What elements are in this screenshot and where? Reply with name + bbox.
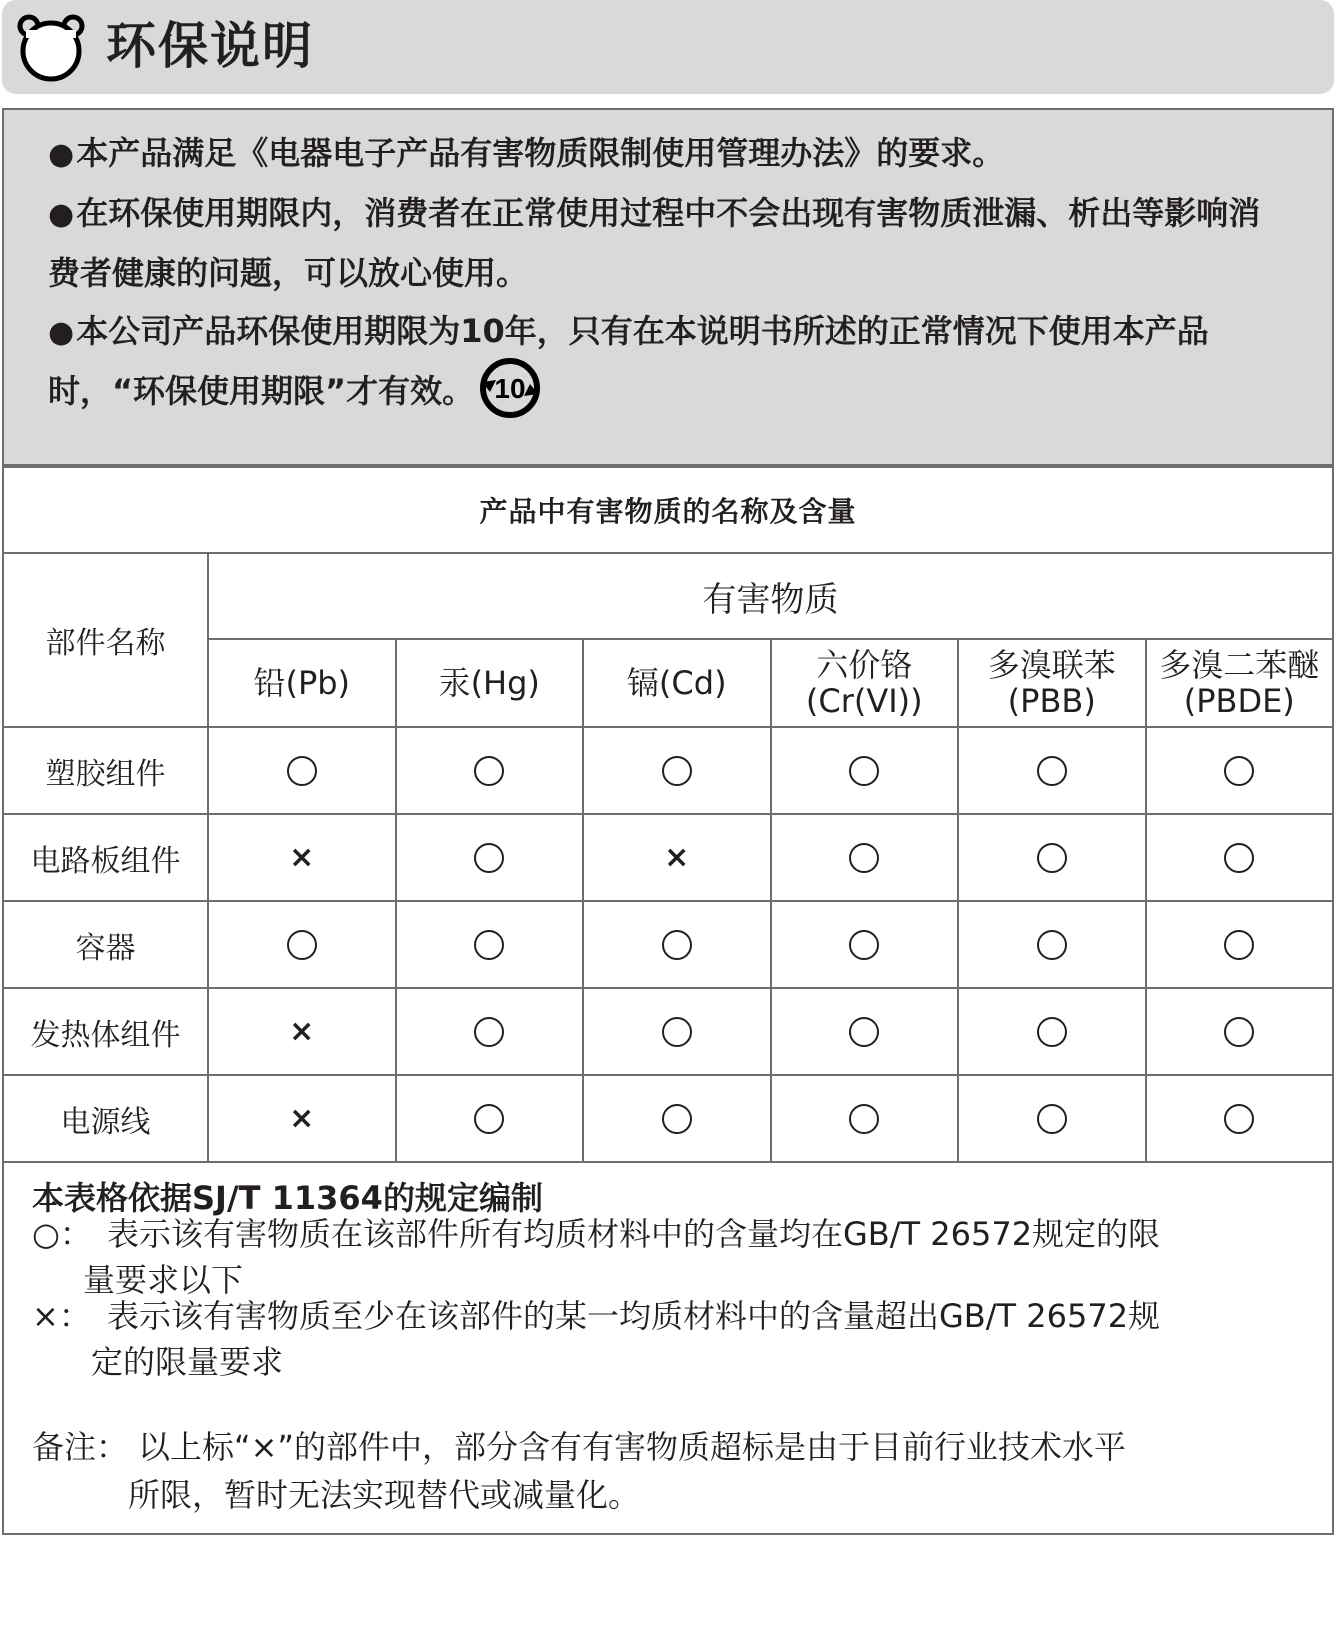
cross-symbol: ×： xyxy=(32,1297,91,1335)
table-cell xyxy=(396,814,584,901)
column-header-hg: 汞(Hg) xyxy=(396,639,584,727)
column-header-pb: 铅(Pb) xyxy=(208,639,396,727)
table-cell xyxy=(958,727,1146,814)
column-header-cd: 镉(Cd) xyxy=(583,639,771,727)
table-cell xyxy=(396,901,584,988)
table-cell xyxy=(1146,901,1334,988)
compliant-circle-mark xyxy=(474,1017,504,1047)
svg-text:10: 10 xyxy=(494,373,526,404)
notes-box xyxy=(2,1159,1334,1535)
bear-face-icon xyxy=(16,12,86,82)
part-name: 塑胶组件 xyxy=(3,727,208,814)
part-name: 发热体组件 xyxy=(3,988,208,1075)
compliant-circle-mark xyxy=(1037,756,1067,786)
compliant-circle-mark xyxy=(474,930,504,960)
compliant-circle-mark xyxy=(849,930,879,960)
table-cell xyxy=(958,814,1146,901)
circle-legend-text: 表示该有害物质在该部件所有均质材料中的含量均在GB/T 26572规定的限 量要求以下 xyxy=(83,1215,1161,1299)
table-cell xyxy=(1146,1075,1334,1162)
table-cell xyxy=(958,901,1146,988)
compliant-circle-mark xyxy=(474,756,504,786)
table-cell xyxy=(208,901,396,988)
column-header-pbde: 多溴二苯醚 (PBDE) xyxy=(1146,639,1334,727)
compliant-circle-mark xyxy=(287,930,317,960)
environmental-protection-period-icon xyxy=(478,356,542,420)
table-cell xyxy=(771,988,959,1075)
table-row xyxy=(3,988,1333,1075)
compliant-circle-mark xyxy=(474,843,504,873)
circle-symbol: ○： xyxy=(32,1215,92,1253)
compliant-circle-mark xyxy=(1037,1017,1067,1047)
exceeds-cross-mark: × xyxy=(289,840,315,875)
intro-paragraph-2 xyxy=(48,184,1278,302)
compliant-circle-mark xyxy=(1037,1104,1067,1134)
compliant-circle-mark xyxy=(1224,1104,1254,1134)
table-cell xyxy=(583,1075,771,1162)
table-cell xyxy=(396,988,584,1075)
table-cell xyxy=(771,901,959,988)
table-cell xyxy=(583,727,771,814)
table-cell xyxy=(396,727,584,814)
table-cell xyxy=(208,1075,396,1162)
page-title: 环保说明 xyxy=(106,17,314,75)
intro-text-1: 本产品满足《电器电子产品有害物质限制使用管理办法》的要求。 xyxy=(76,134,1005,172)
cross-legend-text: 表示该有害物质至少在该部件的某一均质材料中的含量超出GB/T 26572规 定的限量要求 xyxy=(91,1297,1161,1381)
standard-basis-note: 本表格依据SJ/T 11364的规定编制 xyxy=(32,1179,543,1217)
table-cell xyxy=(958,1075,1146,1162)
table-row xyxy=(3,814,1333,901)
compliant-circle-mark xyxy=(849,843,879,873)
table-cell xyxy=(208,727,396,814)
compliant-circle-mark xyxy=(474,1104,504,1134)
exceeds-cross-mark: × xyxy=(664,840,690,875)
table-row xyxy=(3,901,1333,988)
table-cell xyxy=(958,988,1146,1075)
compliant-circle-mark xyxy=(1224,1017,1254,1047)
table-row xyxy=(3,727,1333,814)
compliant-circle-mark xyxy=(662,756,692,786)
hazardous-substances-table xyxy=(2,466,1334,1163)
bullet: ● xyxy=(48,197,75,232)
part-name: 容器 xyxy=(3,901,208,988)
remark-label: 备注： xyxy=(32,1428,129,1466)
exceeds-cross-mark: × xyxy=(289,1101,315,1136)
compliant-circle-mark xyxy=(662,1017,692,1047)
bullet: ● xyxy=(48,137,75,172)
compliant-circle-mark xyxy=(849,756,879,786)
intro-text-3: 本公司产品环保使用期限为10年，只有在本说明书所述的正常情况下使用本产品时，“环保使用期限”才有效。 xyxy=(48,312,1209,410)
compliant-circle-mark xyxy=(849,1104,879,1134)
table-cell xyxy=(771,727,959,814)
remark-text: 以上标“×”的部件中，部分含有有害物质超标是由于目前行业技术水平 所限，暂时无法实现替代或减量化。 xyxy=(128,1428,1126,1514)
table-cell xyxy=(583,988,771,1075)
part-name-header: 部件名称 xyxy=(3,553,208,727)
intro-paragraph-3 xyxy=(48,302,1278,420)
table-cell xyxy=(208,988,396,1075)
table-cell xyxy=(396,1075,584,1162)
compliant-circle-mark xyxy=(287,756,317,786)
compliant-circle-mark xyxy=(1037,930,1067,960)
bullet: ● xyxy=(48,315,75,350)
compliant-circle-mark xyxy=(1037,843,1067,873)
table-cell xyxy=(771,814,959,901)
table-cell xyxy=(1146,727,1334,814)
compliant-circle-mark xyxy=(662,1104,692,1134)
intro-text-2: 在环保使用期限内，消费者在正常使用过程中不会出现有害物质泄漏、析出等影响消费者健康的问题，可以放心使用。 xyxy=(48,194,1261,292)
exceeds-cross-mark: × xyxy=(289,1014,315,1049)
compliant-circle-mark xyxy=(849,1017,879,1047)
intro-box xyxy=(2,108,1334,466)
table-caption: 产品中有害物质的名称及含量 xyxy=(3,467,1333,553)
compliant-circle-mark xyxy=(1224,930,1254,960)
table-cell xyxy=(1146,988,1334,1075)
hazardous-substance-header: 有害物质 xyxy=(208,553,1333,639)
section-header xyxy=(2,0,1334,94)
compliant-circle-mark xyxy=(1224,756,1254,786)
compliant-circle-mark xyxy=(1224,843,1254,873)
intro-paragraph-1 xyxy=(48,124,1278,184)
table-row xyxy=(3,1075,1333,1162)
table-cell xyxy=(771,1075,959,1162)
table-cell xyxy=(583,814,771,901)
part-name: 电路板组件 xyxy=(3,814,208,901)
table-cell xyxy=(583,901,771,988)
compliant-circle-mark xyxy=(662,930,692,960)
column-header-cr6: 六价铬 (Cr(VI)) xyxy=(771,639,959,727)
part-name: 电源线 xyxy=(3,1075,208,1162)
table-cell xyxy=(208,814,396,901)
table-cell xyxy=(1146,814,1334,901)
column-header-pbb: 多溴联苯 (PBB) xyxy=(958,639,1146,727)
